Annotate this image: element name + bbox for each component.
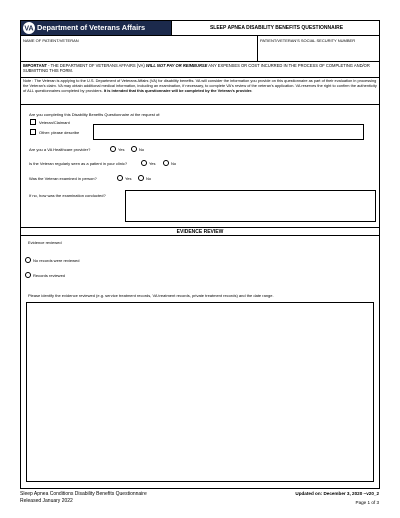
important-text-a: - THE DEPARTMENT OF VETERANS AFFAIRS (VA) <box>47 63 146 68</box>
examined-question: Was the Veteran examined in person? <box>29 176 97 181</box>
other-describe-input[interactable] <box>93 124 364 140</box>
evidence-details-input[interactable] <box>26 302 374 482</box>
regular-yes-radio[interactable] <box>141 160 147 166</box>
exam-method-input[interactable] <box>125 190 376 222</box>
footer-updated: Updated on: December 3, 2020 ~v20_2 <box>295 491 379 496</box>
form-title: SLEEP APNEA DISABILITY BENEFITS QUESTIONNAIRE <box>171 21 381 35</box>
healthcare-no-radio[interactable] <box>131 146 137 152</box>
regular-patient-question: Is the Veteran regularly seen as a patient in your clinic? <box>29 161 128 166</box>
footer-form-name: Sleep Apnea Conditions Disability Benefits Questionnaire <box>20 491 147 497</box>
regular-no-radio[interactable] <box>163 160 169 166</box>
patient-name-field[interactable] <box>21 36 257 61</box>
divider <box>21 104 379 105</box>
veteran-claimant-label: Veteran/Claimant <box>39 119 70 125</box>
va-seal-icon <box>23 22 35 34</box>
patient-name-label: NAME OF PATIENT/VETERAN <box>23 38 79 43</box>
records-reviewed-radio[interactable] <box>25 272 31 278</box>
healthcare-yes-label: Yes <box>118 147 125 152</box>
important-text-b: WILL NOT PAY OR REIMBURSE <box>145 63 208 68</box>
other-label: Other: please describe <box>39 129 80 135</box>
evidence-subtitle: Evidence reviewed <box>28 240 62 245</box>
request-question: Are you completing this Disability Benefits Questionnaire at the request of: <box>29 112 161 117</box>
exam-method-question: If no, how was the examination conducted? <box>29 193 106 198</box>
examined-yes-radio[interactable] <box>117 175 123 181</box>
examined-no-label: No <box>146 176 152 181</box>
svg-text:VA: VA <box>24 25 34 33</box>
evidence-instruction: Please identify the evidence reviewed (e.g. service treatment records, VA treatment records, private treatment records) and the date range. <box>28 293 274 298</box>
regular-no-label: No <box>171 161 177 166</box>
note-text: Note : The Veteran is applying to the U.S. Department of Veterans Affairs (VA) for disability benefits. VA will consider the information you provide on this questionnaire as part of their evaluation in processing the Veteran's claim. VA may obtain additional medical information, including an examination, if necessary, to complete VA's review of the veteran's application. VA reserves the right to confirm the authenticity of ALL questionnaires completed by providers. <box>23 78 377 93</box>
important-prefix: IMPORTANT <box>23 63 48 68</box>
ssn-field[interactable] <box>258 36 379 61</box>
footer-released: Released January 2022 <box>20 498 73 504</box>
examined-no-radio[interactable] <box>138 175 144 181</box>
regular-yes-label: Yes <box>149 161 156 166</box>
no-records-label: No records were reviewed <box>33 258 80 263</box>
important-notice <box>23 63 375 73</box>
agency-name: Department of Veterans Affairs <box>37 23 146 32</box>
divider <box>21 61 379 62</box>
ssn-label: PATIENT/VETERAN'S SOCIAL SECURITY NUMBER <box>260 38 356 43</box>
records-reviewed-label: Records reviewed <box>33 273 66 278</box>
veteran-claimant-checkbox[interactable] <box>30 119 36 125</box>
agency-banner <box>21 21 171 35</box>
note-bold: It is intended that this questionnaire will be completed by the Veteran's provider. <box>103 87 253 93</box>
divider <box>21 235 379 236</box>
healthcare-question: Are you a VA Healthcare provider? <box>29 147 91 152</box>
evidence-review-title: EVIDENCE REVIEW <box>176 228 224 235</box>
form-frame <box>20 20 380 489</box>
healthcare-yes-radio[interactable] <box>110 146 116 152</box>
other-checkbox[interactable] <box>30 129 36 135</box>
healthcare-no-label: No <box>139 147 145 152</box>
no-records-radio[interactable] <box>25 257 31 263</box>
examined-yes-label: Yes <box>125 176 132 181</box>
important-text-c: ANY EXPENSES OR COST INCURRED IN THE PROCESS OF COMPLETING AND/OR SUBMITTING THIS FORM. <box>23 63 370 74</box>
note-paragraph <box>23 79 377 94</box>
footer-page-number: Page 1 of 3 <box>355 500 379 505</box>
